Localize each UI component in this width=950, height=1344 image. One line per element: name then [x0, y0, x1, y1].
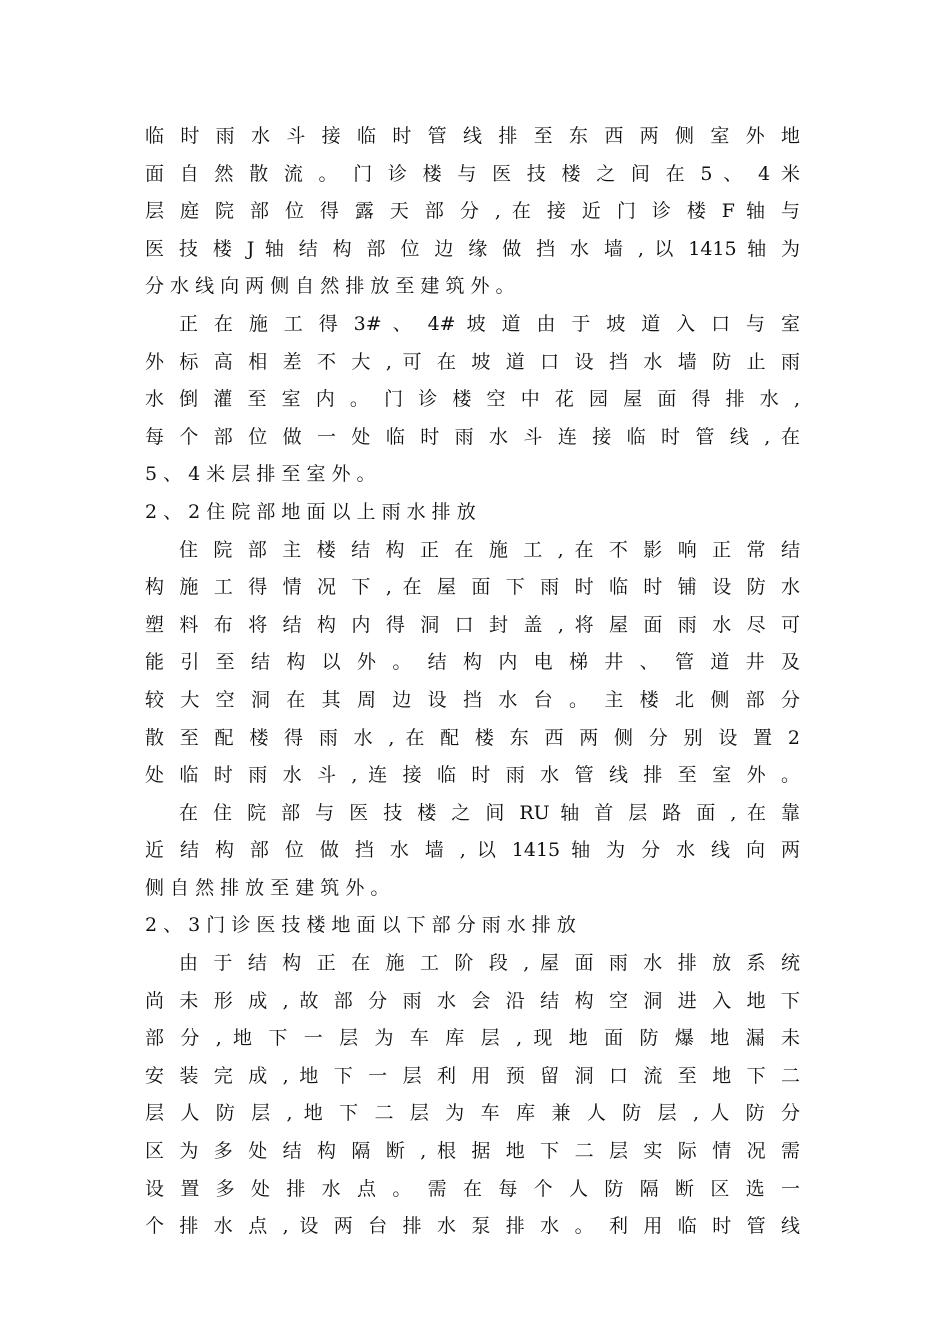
text-line: 5 、 4 米 层 排 至 室 外 。 [145, 463, 376, 486]
text-line: 外 标 高 相 差 不 大 , 可 在 坡 道 口 设 挡 水 墙 防 止 雨 [145, 350, 800, 373]
section-heading: 2 、 2 住 院 部 地 面 以 上 雨 水 排 放 [145, 500, 476, 523]
text-line: 分 水 线 向 两 侧 自 然 排 放 至 建 筑 外 。 [145, 275, 515, 298]
text-line: 层 人 防 层 , 地 下 二 层 为 车 库 兼 人 防 层 , 人 防 分 [145, 1102, 800, 1125]
text-line: 层 庭 院 部 位 得 露 天 部 分 , 在 接 近 门 诊 楼 F 轴 与 [145, 200, 800, 223]
text-line: 在 住 院 部 与 医 技 楼 之 间 RU 轴 首 层 路 面 , 在 靠 [179, 801, 800, 824]
text-line: 区 为 多 处 结 构 隔 断 , 根 据 地 下 二 层 实 际 情 况 需 [145, 1140, 800, 1163]
text-line: 临 时 雨 水 斗 接 临 时 管 线 排 至 东 西 两 侧 室 外 地 [145, 125, 800, 147]
text-line: 安 装 完 成 , 地 下 一 层 利 用 预 留 洞 口 流 至 地 下 二 [145, 1064, 800, 1087]
text-line: 每 个 部 位 做 一 处 临 时 雨 水 斗 连 接 临 时 管 线 , 在 [145, 425, 800, 448]
text-line: 由 于 结 构 正 在 施 工 阶 段 , 屋 面 雨 水 排 放 系 统 [179, 952, 800, 975]
text-line: 能 引 至 结 构 以 外 。 结 构 内 电 梯 井 、 管 道 井 及 [145, 651, 800, 674]
text-line: 构 施 工 得 情 况 下 , 在 屋 面 下 雨 时 临 时 铺 设 防 水 [145, 576, 800, 599]
text-line: 正 在 施 工 得 3# 、 4# 坡 道 由 于 坡 道 入 口 与 室 [179, 312, 800, 335]
text-line: 个 排 水 点 , 设 两 台 排 水 泵 排 水 。 利 用 临 时 管 线 [145, 1215, 800, 1238]
text-line: 散 至 配 楼 得 雨 水 , 在 配 楼 东 西 两 侧 分 别 设 置 2 [145, 726, 800, 749]
text-line: 医 技 楼 J 轴 结 构 部 位 边 缘 做 挡 水 墙 , 以 1415 轴 为 [145, 237, 800, 260]
text-line: 部 分 , 地 下 一 层 为 车 库 层 , 现 地 面 防 爆 地 漏 未 [145, 1027, 800, 1050]
text-line: 面 自 然 散 流 。 门 诊 楼 与 医 技 楼 之 间 在 5 、 4 米 [145, 162, 800, 185]
text-line: 尚 未 形 成 , 故 部 分 雨 水 会 沿 结 构 空 洞 进 入 地 下 [145, 989, 800, 1012]
text-line: 水 倒 灌 至 室 内 。 门 诊 楼 空 中 花 园 屋 面 得 排 水 , [145, 388, 800, 411]
document-page [145, 118, 800, 1246]
text-line: 较 大 空 洞 在 其 周 边 设 挡 水 台 。 主 楼 北 侧 部 分 [145, 688, 800, 711]
text-line: 设 置 多 处 排 水 点 。 需 在 每 个 人 防 隔 断 区 选 一 [145, 1177, 800, 1200]
section-heading: 2 、 3 门 诊 医 技 楼 地 面 以 下 部 分 雨 水 排 放 [145, 914, 576, 937]
text-line: 侧 自 然 排 放 至 建 筑 外 。 [145, 876, 390, 899]
text-line: 住 院 部 主 楼 结 构 正 在 施 工 , 在 不 影 响 正 常 结 [179, 538, 800, 561]
text-line: 近 结 构 部 位 做 挡 水 墙 , 以 1415 轴 为 分 水 线 向 两 [145, 839, 800, 862]
text-line: 处 临 时 雨 水 斗 , 连 接 临 时 雨 水 管 线 排 至 室 外 。 [145, 764, 800, 787]
text-line: 塑 料 布 将 结 构 内 得 洞 口 封 盖 , 将 屋 面 雨 水 尽 可 [145, 613, 800, 636]
